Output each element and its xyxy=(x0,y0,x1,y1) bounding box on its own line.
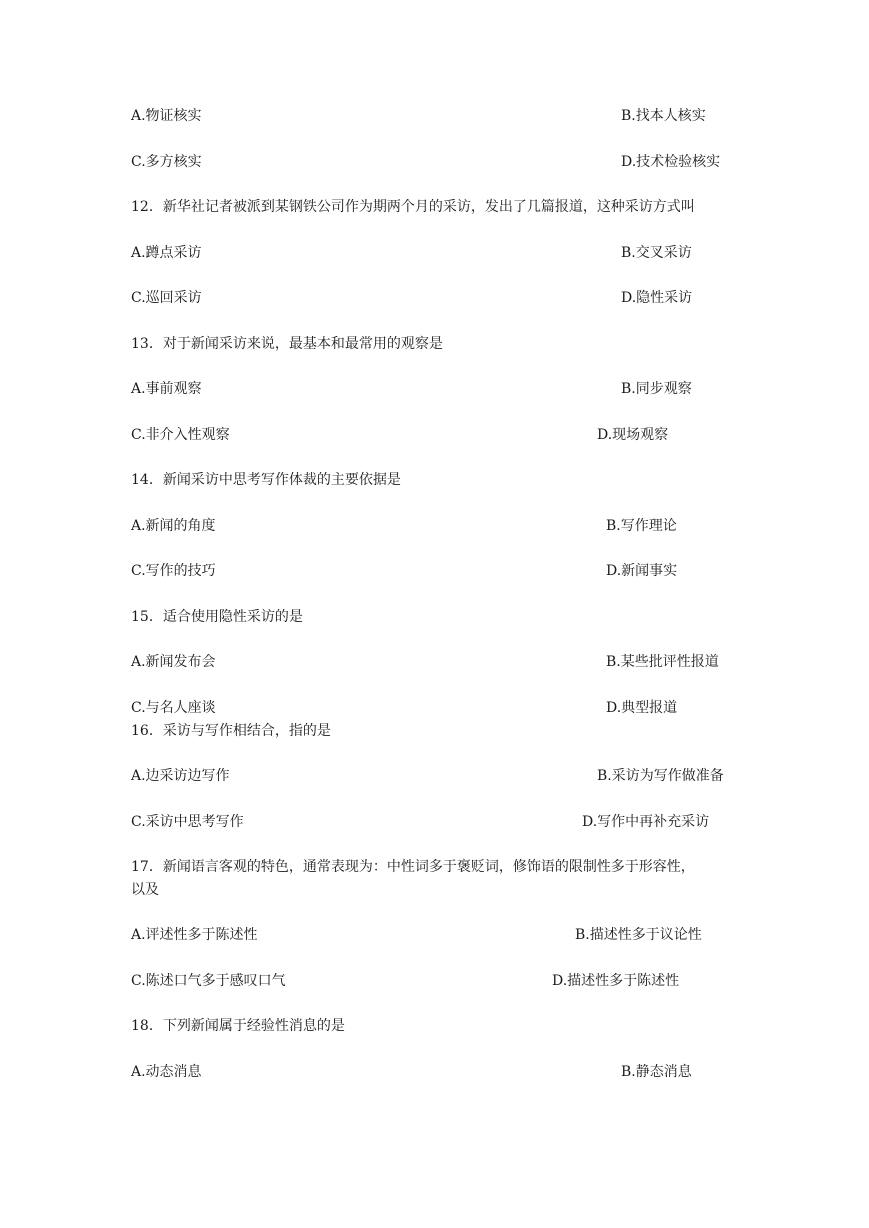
q12-option-a: A.蹲点采访 xyxy=(131,245,202,261)
q12-option-c: C.巡回采访 xyxy=(131,290,202,306)
q15-option-a: A.新闻发布会 xyxy=(131,654,216,670)
q17-option-d: D.描述性多于陈述性 xyxy=(552,973,680,989)
q12-option-b: B.交叉采访 xyxy=(621,245,692,261)
q18-option-a: A.动态消息 xyxy=(131,1064,202,1080)
q17-option-a: A.评述性多于陈述性 xyxy=(131,927,258,943)
q16-stem: 16．采访与写作相结合，指的是 xyxy=(131,723,331,739)
q17-option-c: C.陈述口气多于感叹口气 xyxy=(131,973,286,989)
q11-option-a: A.物证核实 xyxy=(131,108,202,124)
q12-option-d: D.隐性采访 xyxy=(621,290,693,306)
q14-option-b: B.写作理论 xyxy=(606,518,677,534)
q14-option-a: A.新闻的角度 xyxy=(131,518,216,534)
q17-option-b: B.描述性多于议论性 xyxy=(575,927,702,943)
q13-option-b: B.同步观察 xyxy=(621,381,692,397)
q11-option-c: C.多方核实 xyxy=(131,154,202,170)
q15-option-b: B.某些批评性报道 xyxy=(606,654,719,670)
q18-option-b: B.静态消息 xyxy=(621,1064,692,1080)
q15-option-c: C.与名人座谈 xyxy=(131,700,216,716)
q13-option-a: A.事前观察 xyxy=(131,381,202,397)
q12-stem: 12．新华社记者被派到某钢铁公司作为期两个月的采访，发出了几篇报道，这种采访方式叫 xyxy=(131,199,695,215)
q11-option-b: B.找本人核实 xyxy=(621,108,706,124)
q14-option-d: D.新闻事实 xyxy=(606,563,678,579)
q15-option-d: D.典型报道 xyxy=(606,700,678,716)
q14-stem: 14．新闻采访中思考写作体裁的主要依据是 xyxy=(131,472,401,488)
q13-option-d: D.现场观察 xyxy=(597,427,669,443)
q16-option-d: D.写作中再补充采访 xyxy=(582,814,710,830)
q15-stem: 15．适合使用隐性采访的是 xyxy=(131,609,303,625)
q18-stem: 18．下列新闻属于经验性消息的是 xyxy=(131,1018,345,1034)
q17-stem-line2: 以及 xyxy=(131,882,159,898)
q13-option-c: C.非介入性观察 xyxy=(131,427,230,443)
q13-stem: 13．对于新闻采访来说，最基本和最常用的观察是 xyxy=(131,336,443,352)
q17-stem-line1: 17．新闻语言客观的特色，通常表现为：中性词多于褒贬词，修饰语的限制性多于形容性， xyxy=(131,859,695,875)
q14-option-c: C.写作的技巧 xyxy=(131,563,216,579)
q16-option-a: A.边采访边写作 xyxy=(131,768,230,784)
q16-option-b: B.采访为写作做准备 xyxy=(597,768,724,784)
q16-option-c: C.采访中思考写作 xyxy=(131,814,244,830)
q11-option-d: D.技术检验核实 xyxy=(621,154,721,170)
